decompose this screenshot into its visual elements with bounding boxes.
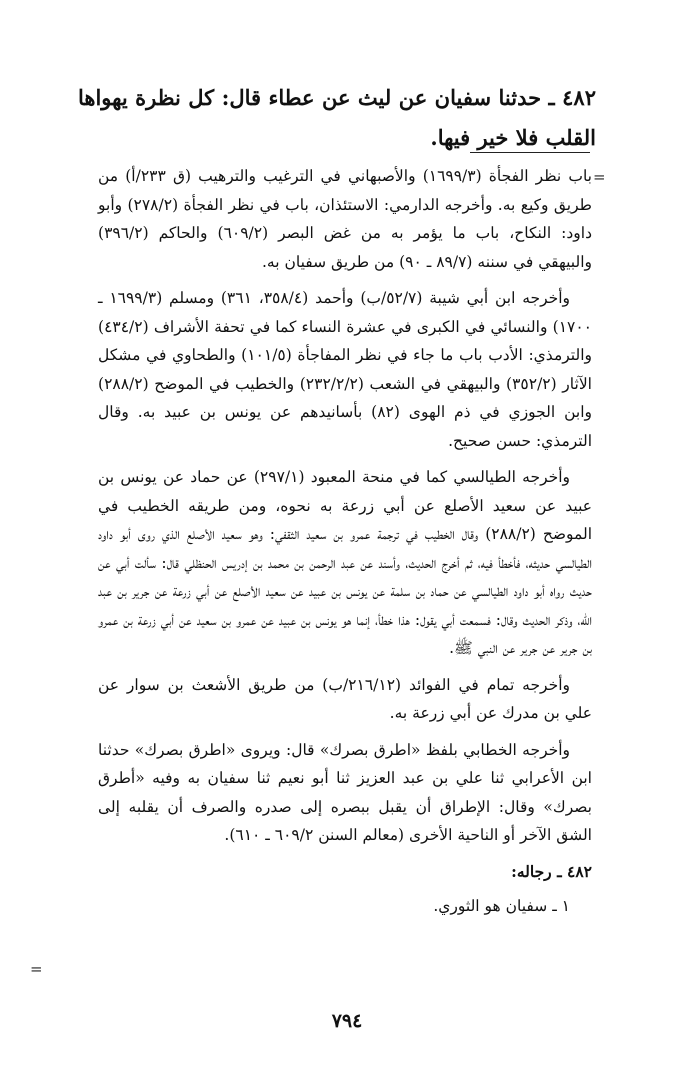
hadith-text: ٤٨٢ ـ حدثنا سفيان عن ليث عن عطاء قال: كل نظرة يهواها القلب فلا خير فيها. [78, 85, 596, 150]
footnote-paragraph-3: وأخرجه الطيالسي كما في منحة المعبود (٢٩٧/١) عن حماد عن يونس بن عبيد عن سعيد الأصلع عن أبي زرعة به نحوه، ومن طريقه الخطيب في الموضح (٢٨٨/٢) وقال الخطيب في ترجمة عمرو بن سعيد الثقفي: وهو سعيد الأصلع الذي روى أبو داود الطيالسي حديثه، فأخطأ فيه، ثم أخرج الحديث، وأسند عن عبد الرحمن بن محمد بن إدريس الحنظلي قال: سألت أبي عن حديث رواه أبو داود الطيالسي عن حماد بن سلمة عن يونس بن عبيد عن سعيد الأصلع عن أبي زرعة عن جرير بن عبد الله، وذكر الحديث وقال: فسمعت أبي يقول: هذا خطأ، إنما هو يونس بن عبيد عن عمرو بن سعيد عن أبي زرعة بن عمرو بن جرير عن جرير عن النبي ﷺ. [98, 468, 593, 657]
footnotes [98, 162, 592, 929]
footnote-paragraph-2: وأخرجه ابن أبي شيبة (٥٢/٧/ب) وأحمد (٣٥٨/٤، ٣٦١) ومسلم (١٦٩٩/٣ ـ ١٧٠٠) والنسائي في الكبرى في عشرة النساء كما في تحفة الأشراف (٤٣٤/٢) والترمذي: الأدب باب ما جاء في نظر المفاجأة (١٠١/٥) والطحاوي في مشكل الآثار (٣٥٢/٢) والبيهقي في الشعب (٢٣٢/٢/٢) والخطيب في الموضح (٢٨٨/٢) وابن الجوزي في ذم الهوى (٨٢) بأسانيدهم عن يونس بن عبيد به. وقال الترمذي: حسن صحيح. [98, 289, 592, 450]
rijal-heading: ٤٨٢ ـ رجاله: [511, 861, 592, 881]
footnote-paragraph-4: وأخرجه تمام في الفوائد (٢١٦/١٢/ب) من طريق الأشعث بن سوار عن علي بن مدرك عن أبي زرعة به. [98, 675, 592, 722]
rijal-item-1: ١ ـ سفيان هو الثوري. [433, 897, 570, 915]
continues-mark: = [30, 960, 43, 978]
footnote-paragraph-5: وأخرجه الخطابي بلفظ «اطرق بصرك» قال: ويروى «اطرق بصرك» حدثنا ابن الأعرابي ثنا علي بن عبد العزيز ثنا أبو نعيم ثنا سفيان به وفيه «أطرق بصرك» وقال: الإطراق أن يقبل ببصره إلى صدره والصرف أن يقلبه إلى الشق الآخر أو الناحية الأخرى (معالم السنن ٦٠٩/٢ ـ ٦١٠). [98, 740, 592, 844]
footnote-separator [470, 152, 590, 153]
continuation-mark: = [593, 168, 606, 186]
page-number: ٧٩٤ [331, 1010, 363, 1032]
footnote-paragraph-1: باب نظر الفجأة (١٦٩٩/٣) والأصبهاني في الترغيب والترهيب (ق ٢٣٣/أ) من طريق وكيع به. وأخرجه الدارمي: الاستئذان، باب في نظر الفجأة (٢٧٨/٢) وأبو داود: النكاح، باب ما يؤمر به من غض البصر (٦٠٩/٢) والحاكم (٣٩٦/٢) والبيهقي في سننه (٨٩/٧ ـ ٩٠) من طريق سفيان به. [98, 167, 592, 271]
